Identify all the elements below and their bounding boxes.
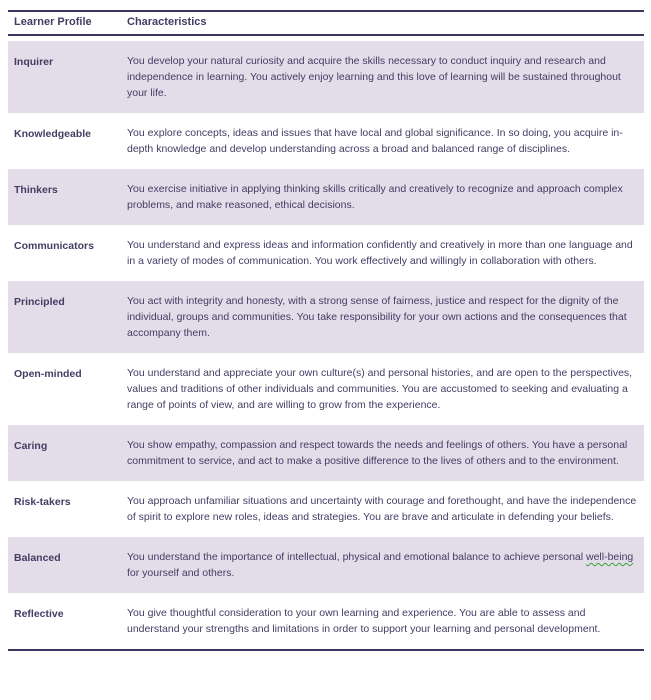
learner-profile-cell: Caring <box>14 440 48 452</box>
learner-profile-cell: Principled <box>14 296 65 308</box>
table-body <box>8 41 644 651</box>
characteristics-cell: You understand and appreciate your own culture(s) and personal histories, and are open to the perspectives, values and traditions of other individuals and communities. You are accustomed to seeking and evaluating a range of points of view, and are willing to grow from the experience. <box>127 367 633 411</box>
characteristics-text: for yourself and others. <box>127 567 235 579</box>
table-row-inquirer <box>8 41 644 113</box>
table-row-risk-takers <box>8 481 644 537</box>
characteristics-cell <box>127 549 644 581</box>
characteristics-cell: You develop your natural curiosity and acquire the skills necessary to conduct inquiry and research and independence in learning. You actively enjoy learning and this love of learning will be sustained throughout your life. <box>127 55 621 99</box>
column-header-learner-profile: Learner Profile <box>14 16 92 28</box>
learner-profile-cell: Open-minded <box>14 368 82 380</box>
table-row-open-minded <box>8 353 644 425</box>
characteristics-cell: You explore concepts, ideas and issues that have local and global significance. In so doing, you acquire in-depth knowledge and develop understanding across a broad and balanced range of disciplines. <box>127 127 623 155</box>
table-row-caring <box>8 425 644 481</box>
characteristics-cell: You give thoughtful consideration to your own learning and experience. You are able to assess and understand your strengths and limitations in order to support your learning and personal development. <box>127 607 601 635</box>
table-header-row <box>8 10 644 36</box>
characteristics-text: You understand the importance of intellectual, physical and emotional balance to achieve personal <box>127 551 586 563</box>
learner-profile-cell: Knowledgeable <box>14 128 92 140</box>
learner-profile-table <box>8 10 644 651</box>
characteristics-cell: You understand and express ideas and information confidently and creatively in more than one language and in a variety of modes of communication. You work effectively and willingly in collaboration with others. <box>127 239 633 267</box>
learner-profile-cell: Inquirer <box>14 56 54 68</box>
table-row-balanced <box>8 537 644 593</box>
characteristics-cell: You act with integrity and honesty, with a strong sense of fairness, justice and respect for the dignity of the individual, groups and communities. You take responsibility for your own actions and the consequences that accompany them. <box>127 295 627 339</box>
learner-profile-cell: Communicators <box>14 240 94 252</box>
learner-profile-cell: Balanced <box>14 552 61 564</box>
table-row-knowledgeable <box>8 113 644 169</box>
learner-profile-cell: Reflective <box>14 608 64 620</box>
spellcheck-flagged-text: well-being <box>586 551 634 563</box>
table-row-communicators <box>8 225 644 281</box>
learner-profile-cell: Thinkers <box>14 184 58 196</box>
table-row-thinkers <box>8 169 644 225</box>
column-header-characteristics: Characteristics <box>127 16 207 28</box>
table-row-principled <box>8 281 644 353</box>
characteristics-cell: You show empathy, compassion and respect towards the needs and feelings of others. You have a personal commitment to service, and act to make a positive difference to the lives of others and to the environment. <box>127 439 628 467</box>
characteristics-cell: You approach unfamiliar situations and uncertainty with courage and forethought, and have the independence of spirit to explore new roles, ideas and strategies. You are brave and articulate in defending your beliefs. <box>127 495 637 523</box>
characteristics-cell: You exercise initiative in applying thinking skills critically and creatively to recognize and approach complex problems, and make reasoned, ethical decisions. <box>127 183 623 211</box>
learner-profile-cell: Risk-takers <box>14 496 71 508</box>
table-row-reflective <box>8 593 644 649</box>
